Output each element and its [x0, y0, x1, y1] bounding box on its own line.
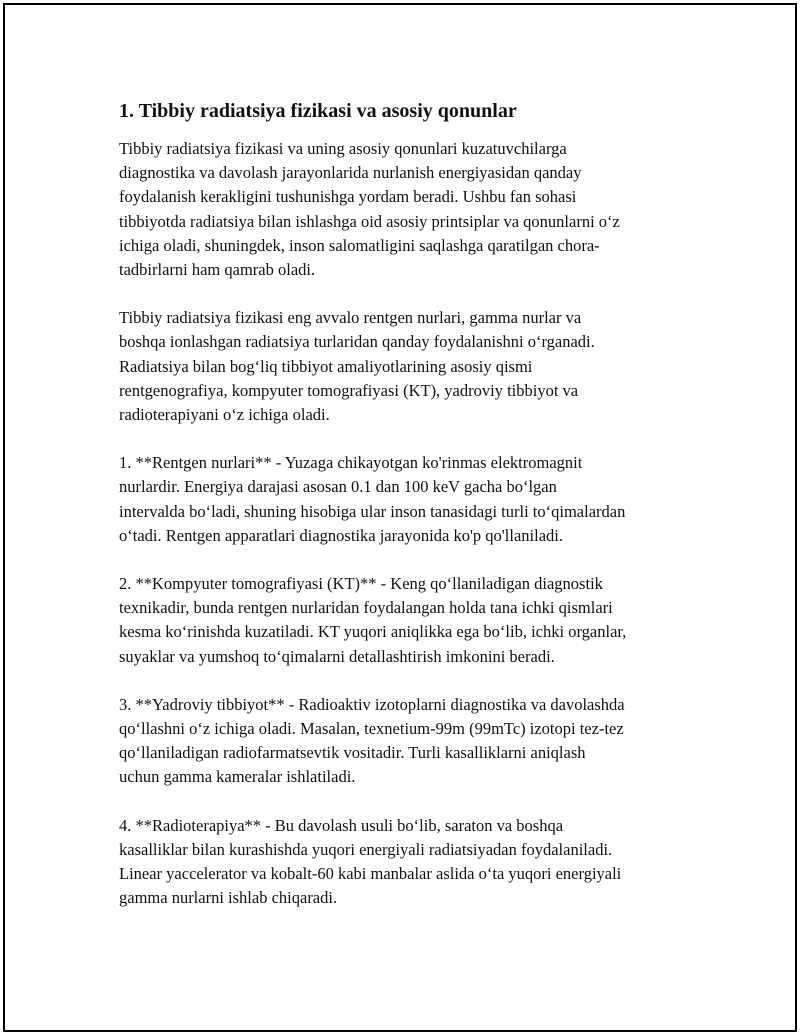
page-border	[3, 3, 797, 1032]
list-item-yadroviy-tibbiyot: 3. **Yadroviy tibbiyot** - Radioaktiv izotoplarni diagnostika va davolashda qo‘llashni o‘z ichiga oladi. Masalan, texnetium-99m (99mTc) izotopi tez-tez qo‘llaniladigan radiofarmatsevtik vositadir. Turli kasalliklarni aniqlash uchun gamma kameralar ishlatiladi.	[119, 694, 625, 787]
scope-paragraph: Tibbiy radiatsiya fizikasi eng avvalo rentgen nurlari, gamma nurlar va boshqa ionlashgan radiatsiya turlaridan qanday foydalanishni o‘rganadi. Radiatsiya bilan bog‘liq tibbiyot amaliyotlarining asosiy qismi rentgenografiya, kompyuter tomografiyasi (KT), yadroviy tibbiyot va radioterapiyani o‘z ichiga oladi.	[119, 308, 595, 425]
document-body	[119, 98, 699, 934]
intro-paragraph: Tibbiy radiatsiya fizikasi va uning asosiy qonunlari kuzatuvchilarga diagnostika va davolash jarayonlarida nurlanish energiyasidan qanday foydalanish kerakligini tushunishga yordam beradi. Ushbu fan sohasi tibbiyotda radiatsiya bilan ishlashga oid asosiy printsiplar va qonunlarni o‘z ichiga oladi, shuningdek, inson salomatligini saqlashga qaratilgan chora- tadbirlarni ham qamrab oladi.	[119, 139, 620, 280]
section-heading: 1. Tibbiy radiatsiya fizikasi va asosiy qonunlar	[119, 100, 517, 122]
list-item-radioterapiya: 4. **Radioterapiya** - Bu davolash usuli bo‘lib, saraton va boshqa kasalliklar bilan kurashishda yuqori energiyali radiatsiyadan foydalaniladi. Linear yaccelerator va kobalt-60 kabi manbalar aslida o‘ta yuqori energiyali gamma nurlarni ishlab chiqaradi.	[119, 815, 622, 908]
list-item-rentgen-nurlari: 1. **Rentgen nurlari** - Yuzaga chikayotgan ko'rinmas elektromagnit nurlardir. Energiya darajasi asosan 0.1 dan 100 keV gacha bo‘lgan intervalda bo‘ladi, shuning hisobiga ular inson tanasidagi turli to‘qimalardan o‘tadi. Rentgen apparatlari diagnostika jarayonida ko'p qo'llaniladi.	[119, 453, 626, 545]
list-item-kompyuter-tomografiyasi: 2. **Kompyuter tomografiyasi (KT)** - Keng qo‘llaniladigan diagnostik texnikadir, bunda rentgen nurlaridan foydalangan holda tana ichki qismlari kesma ko‘rinishda kuzatiladi. KT yuqori aniqlikka ega bo‘lib, ichki organlar, suyaklar va yumshoq to‘qimalarni detallashtirish imkonini beradi.	[119, 574, 627, 666]
